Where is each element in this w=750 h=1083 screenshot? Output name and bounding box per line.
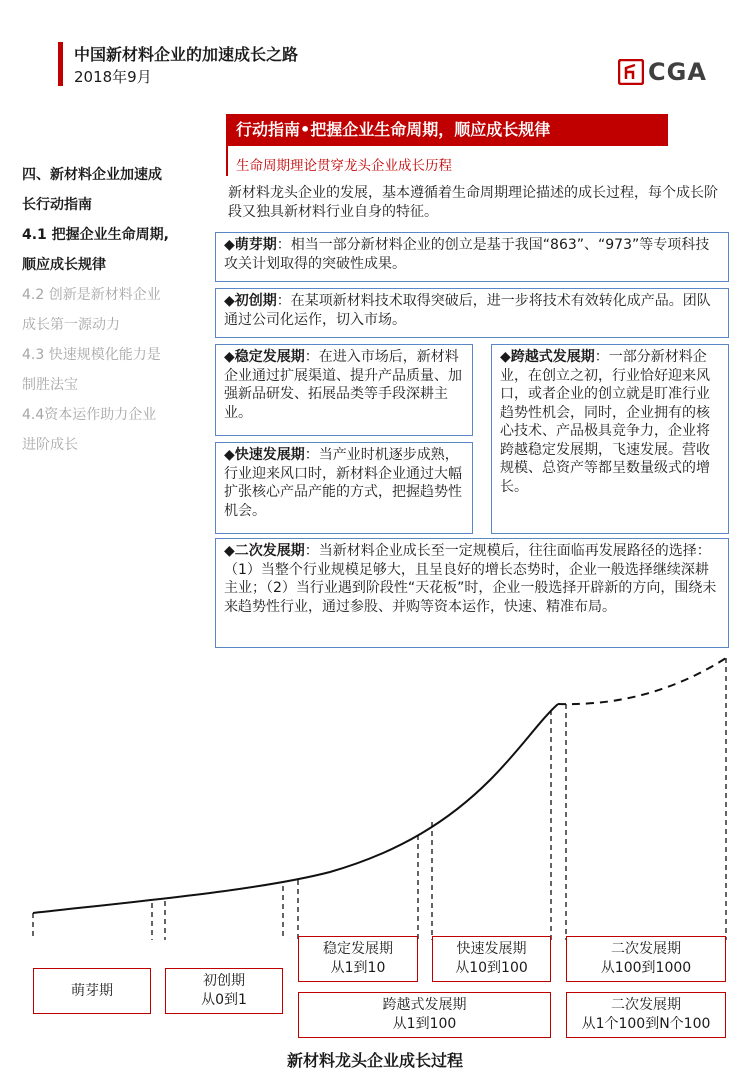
nav-item-4-3[interactable] [22,340,202,400]
stage-range: 从1到10 [330,960,386,976]
stage-name: 二次发展期 [611,997,681,1013]
section-subtitle: 生命周期理论贯穿龙头企业成长历程 [236,158,452,174]
stage-startup [165,968,283,1014]
box-stable: ◆稳定发展期：在进入市场后，新材料企业通过扩展渠道、提升产品质量、加强新品研发、拓展品类等手段深耕主业。 [215,344,473,436]
box-term: 初创期 [234,293,277,309]
nav-line: 4.4资本运作助力企业 [22,407,157,423]
stage-leap [298,992,551,1038]
stage-name: 初创期 [203,973,245,989]
nav-line: 制胜法宝 [22,377,78,393]
nav-item-4-4[interactable] [22,400,202,460]
box-startup: ◆初创期：在某项新材料技术取得突破后，进一步将技术有效转化成产品。团队通过公司化运作，切入市场。 [215,288,729,338]
box-term: 萌芽期 [234,237,277,253]
nav-line: 4.2 创新是新材料企业 [22,287,161,303]
page-title: 中国新材料企业的加速成长之路 [74,45,299,64]
nav-line: 四、新材料企业加速成 [22,167,162,183]
logo-mark-icon [618,59,644,85]
nav-line: 4.3 快速规模化能力是 [22,347,161,363]
nav-line: 成长第一源动力 [22,317,120,333]
stage-stable [298,936,418,982]
stage-name: 快速发展期 [456,941,527,957]
box-term: 二次发展期 [234,543,305,559]
box-term: 跨越式发展期 [510,349,595,365]
diagram-caption: 新材料龙头企业成长过程 [286,1051,463,1070]
stage-second-b [566,992,726,1038]
box-term: 稳定发展期 [234,349,305,365]
nav-item-section-4[interactable] [22,160,202,220]
box-rapid: ◆快速发展期：当产业时机逐步成熟，行业迎来风口时，新材料企业通过大幅扩张核心产品产能的方式，把握趋势性机会。 [215,442,473,534]
box-term: 快速发展期 [234,447,305,463]
nav-line: 进阶成长 [22,437,78,453]
nav-line: 顺应成长规律 [22,257,106,273]
section-banner: 行动指南•把握企业生命周期，顺应成长规律 [226,114,668,146]
cga-logo [618,58,707,86]
nav-item-4-1[interactable] [22,220,202,280]
title-accent-bar [58,42,63,86]
stage-name: 萌芽期 [71,982,113,999]
box-text: ：相当一部分新材料企业的创立是基于我国“863”、“973”等专项科技攻关计划取得的突破性成果。 [224,237,710,272]
growth-curve [33,704,558,913]
logo-text: CGA [648,58,707,86]
nav-item-4-2[interactable] [22,280,202,340]
box-text: ：一部分新材料企业，在创立之初，行业恰好迎来风口，或者企业的创立就是盯准行业趋势性机会，同时，企业拥有的核心技术、产品极具竞争力，企业将跨越稳定发展期，飞速发展。营收规模、总资产等都呈数量级式的增长。 [500,349,710,495]
box-text: ：当产业时机逐步成熟，行业迎来风口时，新材料企业通过大幅扩张核心产品产能的方式，把握趋势性机会。 [224,447,462,519]
stage-name: 二次发展期 [611,941,681,957]
stage-range: 从10到100 [455,960,528,976]
stage-range: 从100到1000 [600,960,692,976]
subtitle-accent-line [226,146,228,176]
intro-paragraph: 新材料龙头企业的发展，基本遵循着生命周期理论描述的成长过程，每个成长阶段又独具新材料行业自身的特征。 [228,185,718,220]
stage-name: 跨越式发展期 [382,997,467,1013]
stage-range: 从0到1 [201,992,247,1008]
box-leap: ◆跨越式发展期：一部分新材料企业，在创立之初，行业恰好迎来风口，或者企业的创立就是盯准行业趋势性机会，同时，企业拥有的核心技术、产品极具竞争力，企业将跨越稳定发展期，飞速发展。营收规模、总资产等都呈数量级式的增长。 [491,344,729,534]
growth-curve-projection [558,658,726,704]
stage-range: 从1到100 [392,1016,457,1032]
stage-sprout [33,968,151,1014]
box-text: ：在某项新材料技术取得突破后，进一步将技术有效转化成产品。团队通过公司化运作，切入市场。 [224,293,711,328]
box-text: ：在进入市场后，新材料企业通过扩展渠道、提升产品质量、加强新品研发、拓展品类等手段深耕主业。 [224,349,462,421]
stage-range: 从1个100到N个100 [581,1016,711,1032]
nav-line: 4.1 把握企业生命周期, [22,227,169,243]
box-sprout: ◆萌芽期：相当一部分新材料企业的创立是基于我国“863”、“973”等专项科技攻关计划取得的突破性成果。 [215,232,729,282]
stage-name: 稳定发展期 [323,941,393,957]
box-text: ：当新材料企业成长至一定规模后，往往面临再发展路径的选择：（1）当整个行业规模足够大，且呈良好的增长态势时，企业一般选择继续深耕主业；（2）当行业遇到阶段性“天花板”时，企业一般选择开辟新的方向，围绕未来趋势性行业，通过参股、并购等资本运作，快速、精准布局。 [224,543,717,615]
box-second: ◆二次发展期：当新材料企业成长至一定规模后，往往面临再发展路径的选择：（1）当整个行业规模足够大，且呈良好的增长态势时，企业一般选择继续深耕主业；（2）当行业遇到阶段性“天花板”时，企业一般选择开辟新的方向，围绕未来趋势性行业，通过参股、并购等资本运作，快速、精准布局。 [215,538,729,648]
page-date: 2018年9月 [74,68,152,86]
nav-line: 长行动指南 [22,197,92,213]
stage-rapid [432,936,551,982]
stage-second-a [566,936,726,982]
